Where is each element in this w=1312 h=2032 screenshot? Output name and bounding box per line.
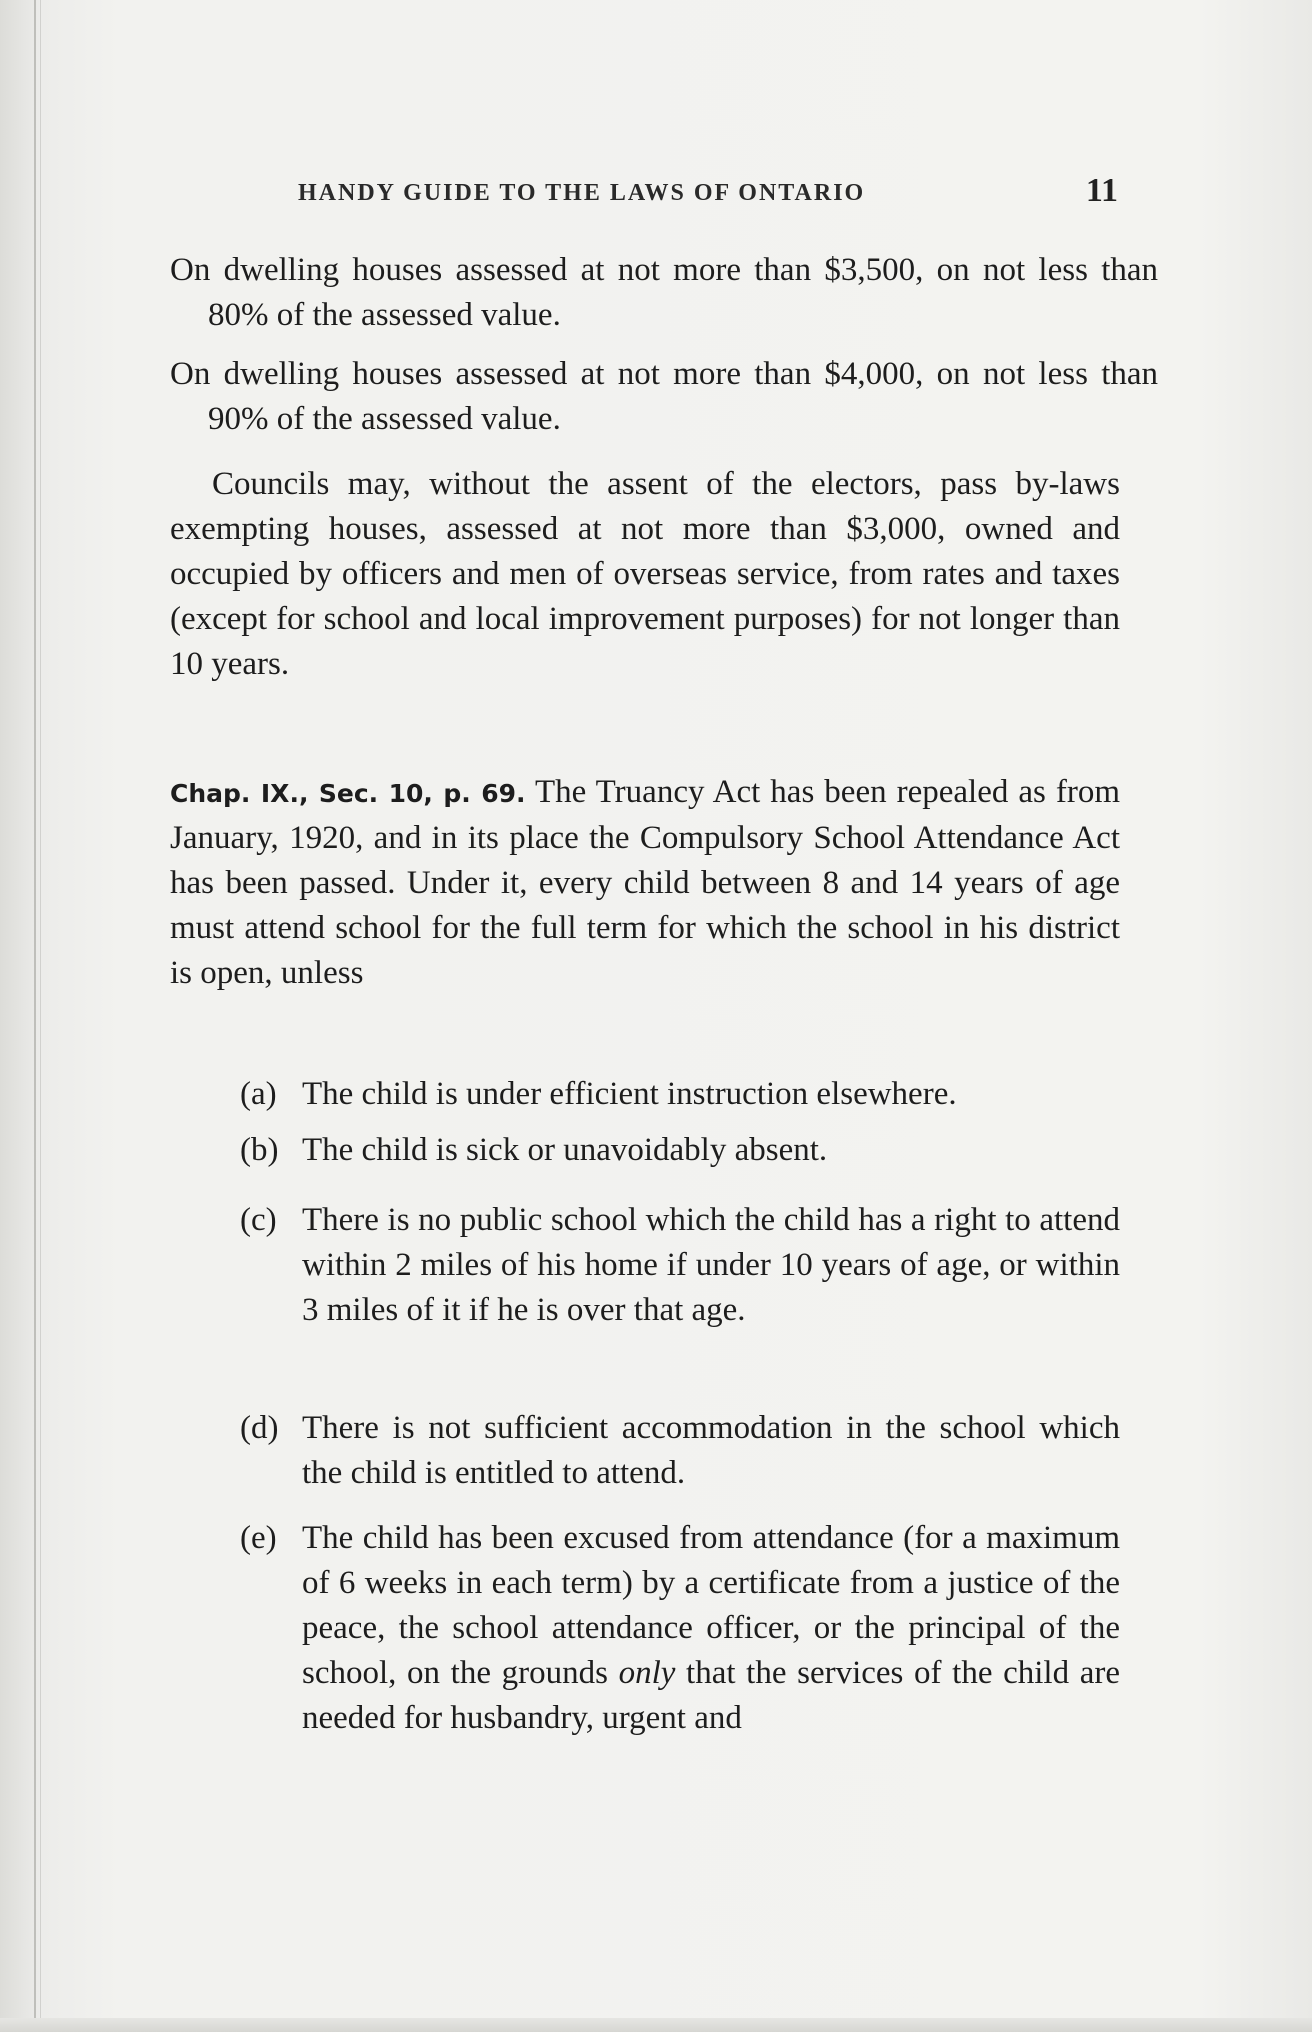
rate-line: On dwelling houses assessed at not more than $3,500, [170,252,924,288]
page-number: 11 [1085,172,1118,209]
item-text: There is not sufficient accommodation in the school which the child is entitled to attend. [302,1410,1120,1491]
binding-edge [34,0,36,2032]
chapter-paragraph [170,770,1120,996]
exception-item [240,1406,1120,1496]
item-text: The child is under efficient instruction elsewhere. [302,1076,957,1112]
item-letter: (a) [240,1076,277,1112]
exception-item [240,1128,1120,1173]
exception-item [240,1516,1120,1741]
rate-item [170,248,1158,338]
item-text-emphasis: only [618,1655,676,1691]
item-letter: (b) [240,1132,279,1168]
item-text-part: The child has been excused from attendance (for a maximum of 6 weeks in each term) by a certificate from a justice of the peace, the school attendance officer, or the principal of the school, on the grounds [302,1520,1120,1691]
chapter-text: The Truancy Act has been repealed as from January, 1920, and in its place the Compulsory School Attendance Act has been passed. Under it, every child between 8 and 14 years of age must attend school for the full term for which the school in his district is open, unless [170,774,1121,991]
page-bottom-edge [0,2018,1312,2032]
item-letter: (c) [240,1202,277,1238]
rate-line: on not less than 80% of the assessed value. [208,252,1159,333]
chapter-reference: Chap. IX., Sec. 10, p. 69. [170,779,526,808]
binding-edge-inner [40,0,41,2032]
item-letter: (e) [240,1520,277,1556]
item-text [302,1516,1120,1741]
running-head: HANDY GUIDE TO THE LAWS OF ONTARIO [298,180,866,206]
page-header [298,172,1118,222]
exception-item [240,1198,1120,1333]
councils-paragraph: Councils may, without the assent of the electors, pass by-laws exempting houses, assessed at not more than $3,000, owned and occupied by officers and men of overseas service, from rates and taxes (except for school and local improvement purposes) for not longer than 10 years. [170,466,1120,682]
rate-item [170,352,1158,442]
item-text-part: that the services of the child are needed for husbandry, urgent and [302,1655,1121,1736]
rate-line: On dwelling houses assessed at not more than $4,000, [170,356,924,392]
item-text: The child is sick or unavoidably absent. [302,1132,828,1168]
item-letter: (d) [240,1410,279,1446]
item-text: There is no public school which the child has a right to attend within 2 miles of his home if under 10 years of age, or within 3 miles of it if he is over that age. [302,1202,1120,1328]
rate-line: on not less than 90% of the assessed value. [208,356,1159,437]
exception-item [240,1072,1120,1117]
